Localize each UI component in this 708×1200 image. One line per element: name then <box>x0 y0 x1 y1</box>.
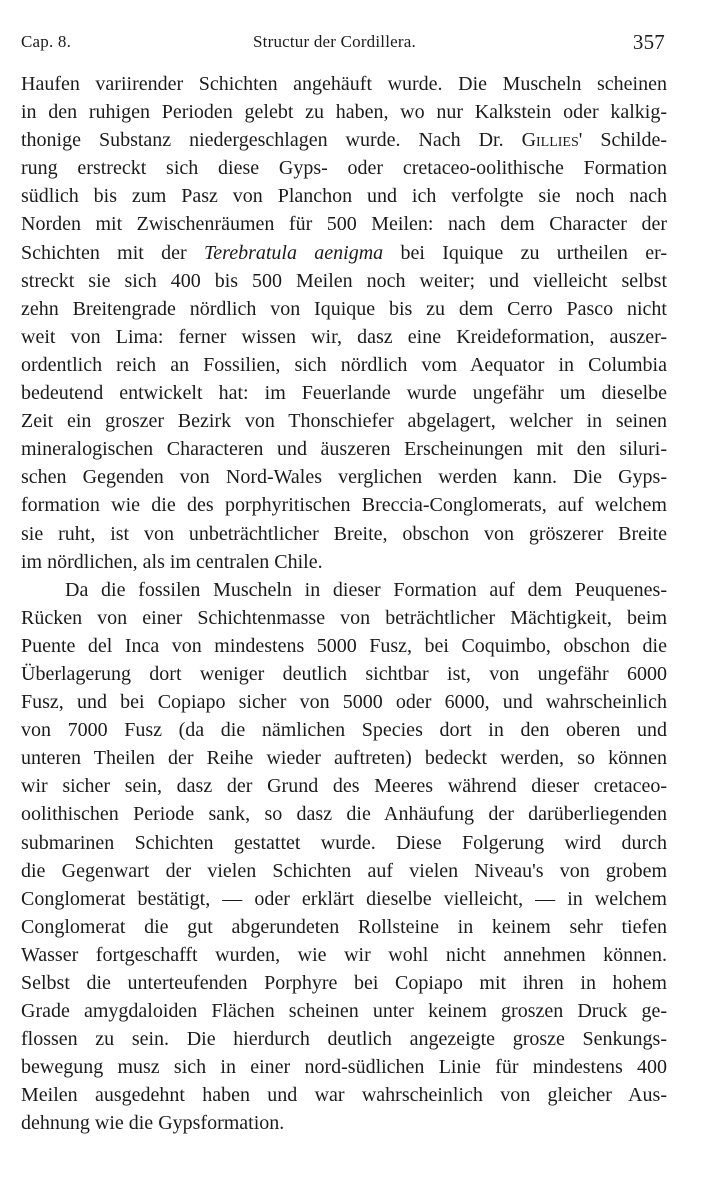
text-line: von 7000 Fusz (da die nämlichen Species dort in den oberen und <box>21 719 667 742</box>
text-line: unteren Theilen der Reihe wieder auftreten) bedeckt werden, so können <box>21 747 667 770</box>
text-line: streckt sie sich 400 bis 500 Meilen noch weiter; und vielleicht selbst <box>21 269 667 292</box>
text-line: Zeit ein groszer Bezirk von Thonschiefer abgelagert, welcher in seinen <box>21 410 667 433</box>
text-line: Da die fossilen Muscheln in dieser Formation auf dem Peuquenes- <box>65 578 667 601</box>
text-line: thonige Substanz niedergeschlagen wurde. Nach Dr. Gillies' Schilde- <box>21 129 667 152</box>
text-line: formation wie die des porphyritischen Breccia-Conglomerats, auf welchem <box>21 494 667 517</box>
paragraph-1 <box>21 70 667 576</box>
text-line: die Gegenwart der vielen Schichten auf vielen Niveau's von grobem <box>21 859 667 882</box>
text-line: Rücken von einer Schichtenmasse von beträchtlicher Mächtigkeit, beim <box>21 606 667 629</box>
text-line: Wasser fortgeschafft wurden, wie wir wohl nicht annehmen können. <box>21 943 667 966</box>
text-line: Conglomerat bestätigt, — oder erklärt dieselbe vielleicht, — in welchem <box>21 887 667 910</box>
text-line: schen Gegenden von Nord-Wales verglichen werden kann. Die Gyps- <box>21 466 667 489</box>
text-line: Conglomerat die gut abgerundeten Rollsteine in keinem sehr tiefen <box>21 915 667 938</box>
text-line: in den ruhigen Perioden gelebt zu haben, wo nur Kalkstein oder kalkig- <box>21 101 667 124</box>
text-line: Haufen variirender Schichten angehäuft wurde. Die Muscheln scheinen <box>21 73 667 95</box>
text-line: bewegung musz sich in einer nord-südlichen Linie für mindestens 400 <box>21 1056 667 1079</box>
running-header <box>21 28 669 58</box>
text-line: submarinen Schichten gestattet wurde. Diese Folgerung wird durch <box>21 831 667 854</box>
text-line: wir sicher sein, dasz der Grund des Meeres während dieser cretaceo- <box>21 775 667 798</box>
text-line: mineralogischen Characteren und äuszeren Erscheinungen mit den siluri- <box>21 438 667 461</box>
paragraph-2 <box>21 576 667 1138</box>
author-name: Gillies <box>521 129 579 152</box>
page-number: 357 <box>632 30 665 54</box>
page-body <box>21 70 667 1138</box>
chapter-label: Cap. 8. <box>21 32 72 51</box>
text-line: flossen zu sein. Die hierdurch deutlich angezeigte grosze Senkungs- <box>21 1028 667 1051</box>
text-line: dehnung wie die Gypsformation. <box>21 1112 285 1135</box>
text-line: sie ruht, ist von unbeträchtlicher Breite, obschon von gröszerer Breite <box>21 522 667 545</box>
text-line: Selbst die unterteufenden Porphyre bei Copiapo mit ihren in hohem <box>21 972 667 994</box>
text-line: südlich bis zum Pasz von Planchon und ich verfolgte sie noch nach <box>21 185 667 208</box>
text-line: bedeutend entwickelt hat: im Feuerlande wurde ungefähr um dieselbe <box>21 382 667 405</box>
running-title: Structur der Cordillera. <box>253 32 416 51</box>
text-line: Schichten mit der Terebratula aenigma bei Iquique zu urtheilen er- <box>21 241 667 264</box>
text-line: weit von Lima: ferner wissen wir, dasz eine Kreideformation, auszer- <box>21 325 667 348</box>
text-line: Fusz, und bei Copiapo sicher von 5000 oder 6000, und wahrscheinlich <box>21 691 667 714</box>
text-line: zehn Breitengrade nördlich von Iquique bis zu dem Cerro Pasco nicht <box>21 297 667 320</box>
text-line: rung erstreckt sich diese Gyps- oder cretaceo-oolithische Formation <box>21 157 667 180</box>
text-line: Überlagerung dort weniger deutlich sichtbar ist, von ungefähr 6000 <box>21 662 667 685</box>
text-line: im nördlichen, als im centralen Chile. <box>21 550 323 573</box>
text-line: ordentlich reich an Fossilien, sich nördlich vom Aequator in Columbia <box>21 353 667 376</box>
text-line: oolithischen Periode sank, so dasz die Anhäufung der darüberliegenden <box>21 803 667 826</box>
text-line: Puente del Inca von mindestens 5000 Fusz, bei Coquimbo, obschon die <box>21 634 667 657</box>
text-line: Meilen ausgedehnt haben und war wahrscheinlich von gleicher Aus- <box>21 1084 667 1107</box>
text-line: Grade amygdaloiden Flächen scheinen unter keinem groszen Druck ge- <box>21 1000 667 1023</box>
text-line: Norden mit Zwischenräumen für 500 Meilen: nach dem Character der <box>21 213 667 236</box>
species-name: Terebratula aenigma <box>204 241 384 264</box>
